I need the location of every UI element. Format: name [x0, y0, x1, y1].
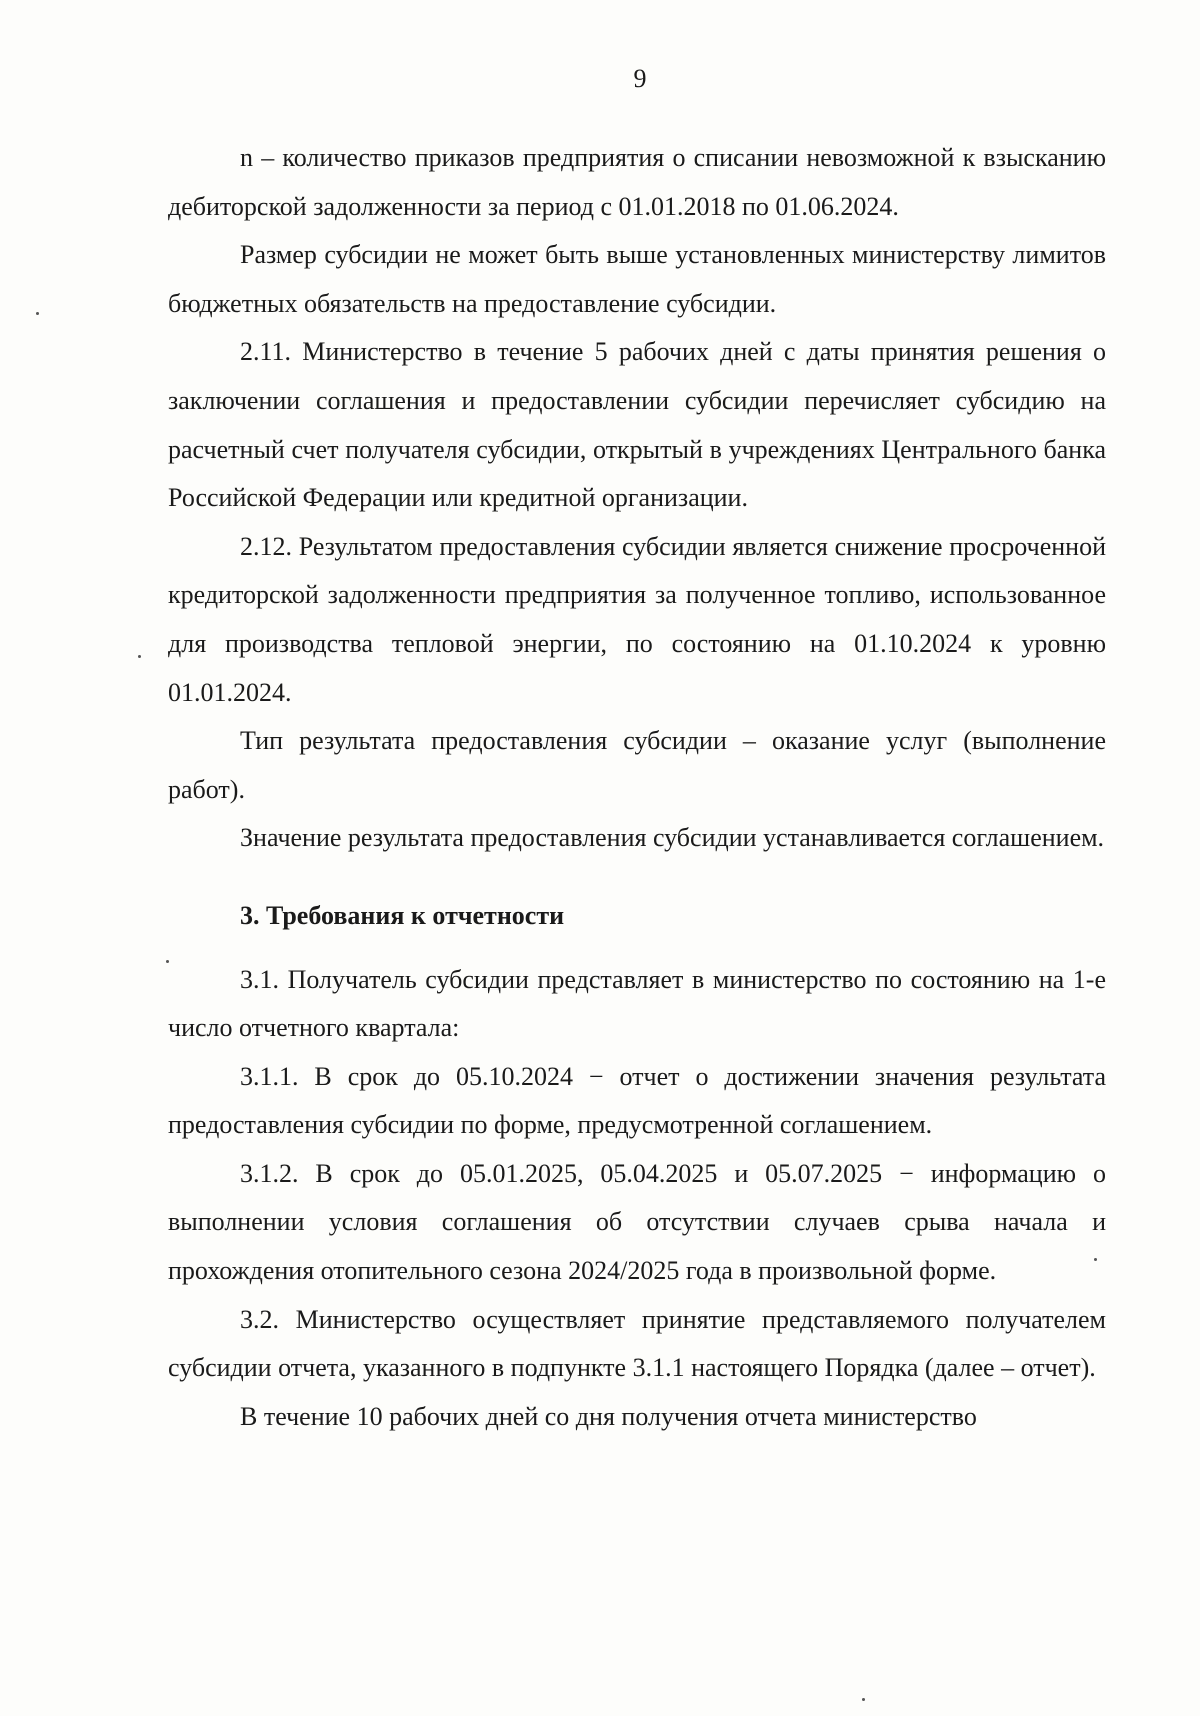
page-number: 9 [633, 64, 647, 93]
paragraph-2-12: 2.12. Результатом предоставления субсидии является снижение просроченной кредиторской задолженности предприятия за полученное топливо, использованное для производства тепловой энергии, по состоянию на 01.10.2024 к уровню 01.01.2024. [168, 531, 1106, 707]
scan-speck [166, 960, 169, 963]
scan-speck [862, 1698, 865, 1701]
section-3-heading: 3. Требования к отчетности [240, 900, 565, 930]
paragraph-2-11: 2.11. Министерство в течение 5 рабочих дней с даты принятия решения о заключении соглашения и предоставлении субсидии перечисляет субсидию на расчетный счет получателя субсидии, открытый в учреждениях Центрального банка Российской Федерации или кредитной организации. [168, 337, 1106, 513]
paragraph-report-review: В течение 10 рабочих дней со дня получения отчета министерство [240, 1401, 977, 1431]
document-body [168, 134, 1106, 1441]
paragraph-n-definition: n – количество приказов предприятия о списании невозможной к взысканию дебиторской задолженности за период с 01.01.2018 по 01.06.2024. [168, 143, 1106, 221]
scan-speck [1094, 1258, 1097, 1261]
paragraph-subsidy-limit: Размер субсидии не может быть выше установленных министерству лимитов бюджетных обязательств на предоставление субсидии. [168, 240, 1106, 318]
paragraph-result-value: Значение результата предоставления субсидии устанавливается соглашением. [240, 823, 1105, 853]
paragraph-3-1: 3.1. Получатель субсидии представляет в министерство по состоянию на 1-е число отчетного квартала: [168, 964, 1106, 1043]
paragraph-3-2: 3.2. Министерство осуществляет принятие представляемого получателем субсидии отчета, указанного в подпункте 3.1.1 настоящего Порядка (далее – отчет). [168, 1304, 1106, 1383]
paragraph-result-type: Тип результата предоставления субсидии – оказание услуг (выполнение работ). [168, 726, 1106, 804]
scan-speck [36, 312, 39, 315]
paragraph-3-1-2: 3.1.2. В срок до 05.01.2025, 05.04.2025 и 05.07.2025 − информацию о выполнении условия соглашения об отсутствии случаев срыва начала и прохождения отопительного сезона 2024/2025 года в произвольной форме. [168, 1158, 1106, 1286]
scan-speck [138, 655, 141, 658]
paragraph-3-1-1: 3.1.1. В срок до 05.10.2024 − отчет о достижении значения результата предоставления субсидии по форме, предусмотренной соглашением. [168, 1061, 1106, 1140]
